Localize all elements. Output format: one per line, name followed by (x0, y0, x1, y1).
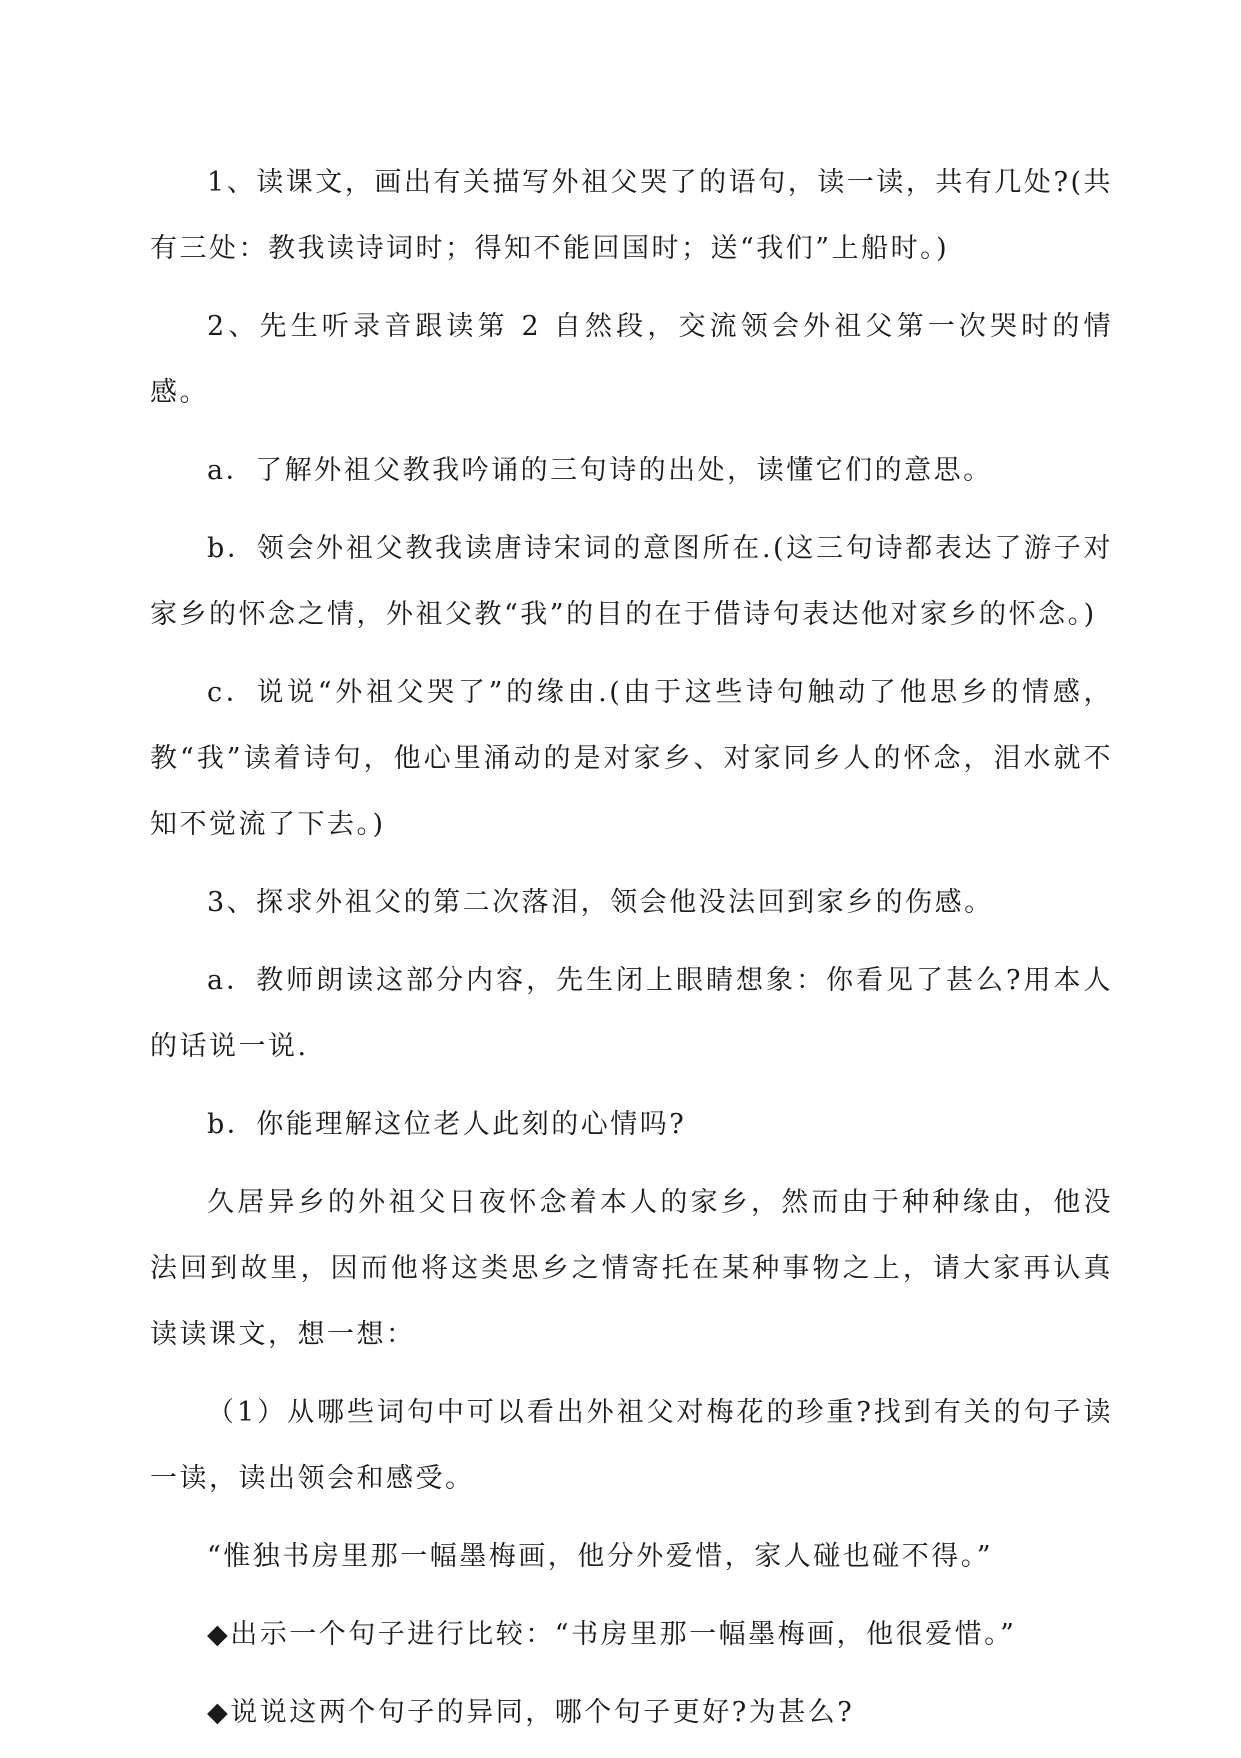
paragraph-q2: 2、先生听录音跟读第 2 自然段，交流领会外祖父第一次哭时的情感。 (150, 311, 1113, 408)
paragraph-q3a: a．教师朗读这部分内容，先生闭上眼睛想象：你看见了甚么?用本人的话说一说. (150, 965, 1113, 1062)
paragraph-intro: 久居异乡的外祖父日夜怀念着本人的家乡，然而由于种种缘由，他没法回到故里，因而他将这类思乡之情寄托在某种事物之上，请大家再认真读读课文，想一想： (150, 1187, 1113, 1350)
paragraph-q3: 3、探求外祖父的第二次落泪，领会他没法回到家乡的伤感。 (207, 887, 994, 918)
paragraph-discuss: ◆说说这两个句子的异同，哪个句子更好?为甚么? (207, 1697, 855, 1728)
paragraph-q2a: a．了解外祖父教我吟诵的三句诗的出处，读懂它们的意思。 (207, 455, 993, 486)
paragraph-quote: “惟独书房里那一幅墨梅画，他分外爱惜，家人碰也碰不得。” (207, 1541, 994, 1572)
paragraph-q2c: c．说说“外祖父哭了”的缘由.(由于这些诗句触动了他思乡的情感，教“我”读着诗句，他心里涌动的是对家乡、对家同乡人的怀念，泪水就不知不觉流了下去。) (150, 677, 1113, 840)
paragraph-q1: 1、读课文，画出有关描写外祖父哭了的语句，读一读，共有几处?(共有三处：教我读诗词时；得知不能回国时；送“我们”上船时。) (150, 167, 1113, 264)
document-page (150, 150, 1113, 1758)
paragraph-sub1: （1）从哪些词句中可以看出外祖父对梅花的珍重?找到有关的句子读一读，读出领会和感受。 (150, 1397, 1113, 1494)
paragraph-q2b: b．领会外祖父教我读唐诗宋词的意图所在.(这三句诗都表达了游子对家乡的怀念之情，外祖父教“我”的目的在于借诗句表达他对家乡的怀念。) (150, 533, 1113, 630)
paragraph-q3b: b．你能理解这位老人此刻的心情吗? (207, 1109, 687, 1140)
paragraph-compare: ◆出示一个句子进行比较：“书房里那一幅墨梅画，他很爱惜。” (207, 1619, 1017, 1650)
